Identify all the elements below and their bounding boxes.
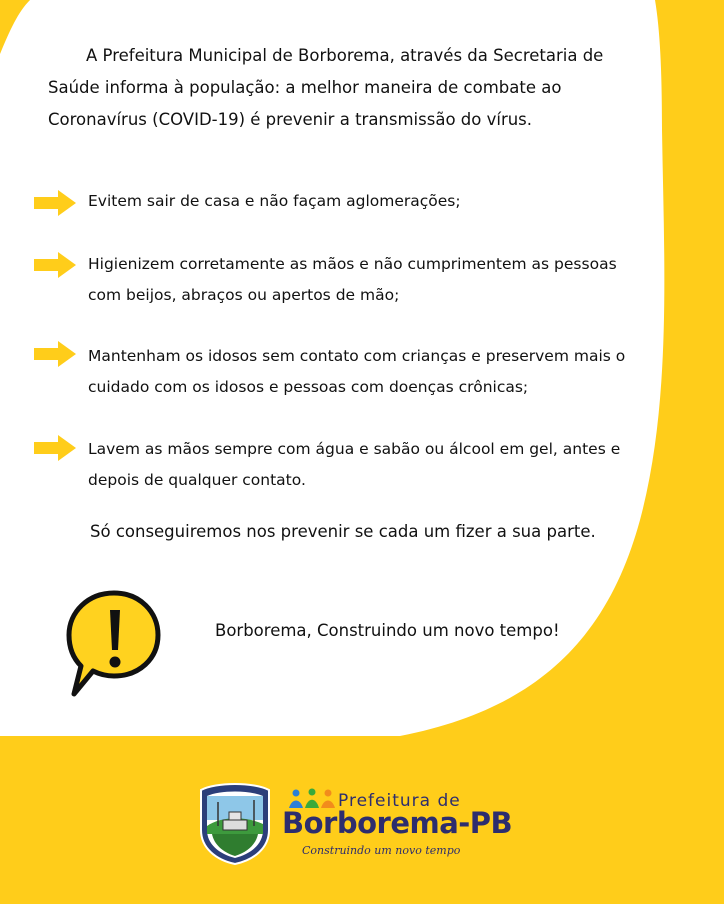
bullet-text: Mantenham os idosos sem contato com crianças e preservem mais o cuidado com os idosos e pessoas com doenças crônicas; <box>88 347 626 396</box>
bullet-text: Higienizem corretamente as mãos e não cumprimentem as pessoas com beijos, abraços ou apertos de mão; <box>88 255 617 304</box>
slogan: Borborema, Construindo um novo tempo! <box>215 621 560 640</box>
municipal-coat-of-arms-icon <box>196 778 274 866</box>
bullet-text: Lavem as mãos sempre com água e sabão ou álcool em gel, antes e depois de qualquer contato. <box>88 440 621 489</box>
closing-statement: Só conseguiremos nos prevenir se cada um fizer a sua parte. <box>90 522 596 541</box>
brand-tagline: Construindo um novo tempo <box>302 844 461 857</box>
intro-paragraph: A Prefeitura Municipal de Borborema, através da Secretaria de Saúde informa à população: a melhor maneira de combate ao Coronavírus (COVID-19) é prevenir a transmissão do vírus. <box>48 46 604 129</box>
arrow-right-icon <box>34 252 76 278</box>
brand-city: Borborema-PB <box>282 806 513 840</box>
bullet-text: Evitem sair de casa e não façam aglomerações; <box>88 192 461 210</box>
arrow-right-icon <box>34 341 76 367</box>
exclamation-speech-bubble-icon <box>66 590 166 700</box>
arrow-right-icon <box>34 435 76 461</box>
brand-prefix: Prefeitura de <box>338 791 461 811</box>
arrow-right-icon <box>34 190 76 216</box>
